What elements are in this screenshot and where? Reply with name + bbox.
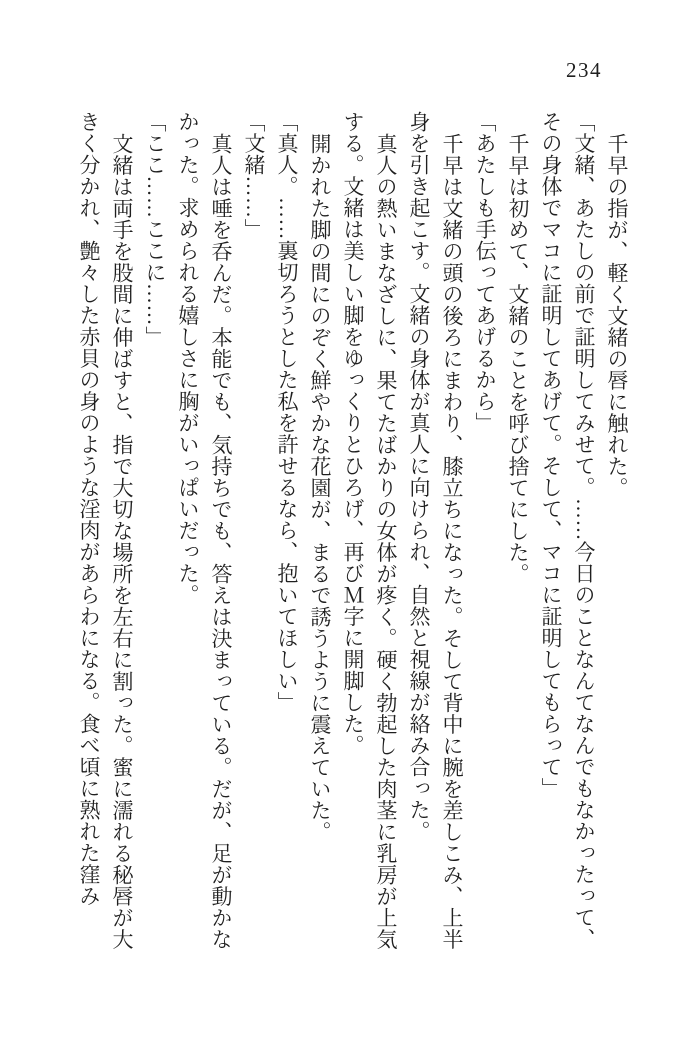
- paragraph-8: 「真人。……裏切ろうとした私を許せるなら、抱いてほしい」: [275, 111, 299, 713]
- paragraph-12: 文緒は両手を股間に伸ばすと、指で大切な場所を左右に割った。蜜に濡れる秘唇が大きく分かれ、艶々した赤貝の身のような淫肉があらわになる。食べ頃に熟れた窪み: [77, 111, 134, 950]
- paragraph-9: 「文緒……」: [242, 111, 266, 240]
- page-number: 234: [566, 58, 602, 82]
- paragraph-7: 開かれた脚の間にのぞく鮮やかな花園が、まるで誘うように震えていた。: [308, 132, 332, 842]
- paragraph-2: 「文緒、あたしの前で証明してみせて。……今日のことなんてなんでもなかったって、その身体でマコに証明してあげて。そして、マコに証明してもらって」: [539, 111, 596, 950]
- paragraph-1: 千早の指が、軽く文緒の唇に触れた。: [605, 132, 629, 498]
- paragraph-6: 真人の熱いまなざしに、果てたばかりの女体が疼く。硬く勃起した肉茎に乳房が上気する。文緒は美しい脚をゆっくりとひろげ、再びＭ字に開脚した。: [341, 111, 398, 950]
- paragraph-10: 真人は唾を呑んだ。本能でも、気持ちでも、答えは決まっている。だが、足が動かなかった。求められる嬉しさに胸がいっぱいだった。: [176, 111, 233, 950]
- paragraph-11: 「ここ……ここに……」: [143, 111, 167, 348]
- paragraph-3: 千早は初めて、文緒のことを呼び捨てにした。: [506, 132, 530, 584]
- paragraph-4: 「あたしも手伝ってあげるから」: [473, 111, 497, 434]
- paragraph-5: 千早は文緒の頭の後ろにまわり、膝立ちになった。そして背中に腕を差しこみ、上半身を引き起こす。文緒の身体が真人に向けられ、自然と視線が絡み合った。: [407, 111, 464, 950]
- page-text-body: [71, 111, 633, 952]
